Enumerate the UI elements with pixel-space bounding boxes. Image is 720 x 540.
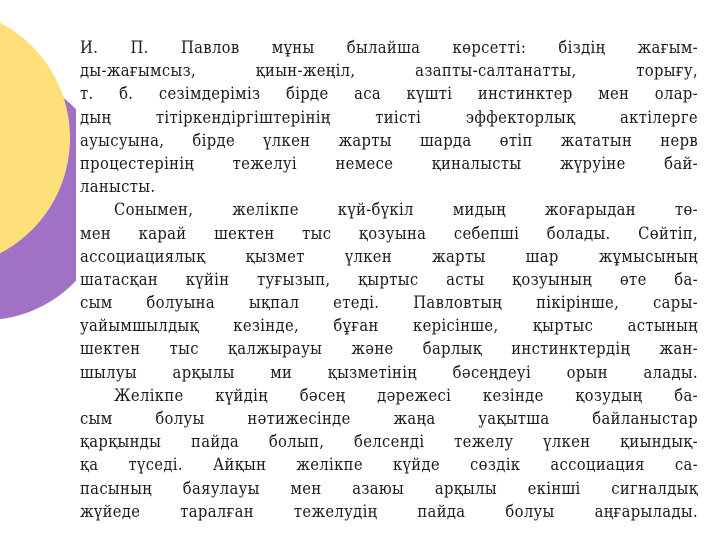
text-line: қа түседі. Айқын желікпе күйде сөздік ассоциация са- <box>80 455 698 475</box>
document-text <box>80 36 698 523</box>
text-line: мен карай шектен тыс қозуына себепші болады. Сөйтіп, <box>80 223 698 243</box>
text-line: пасының баяулауы мен азаюы арқылы екінші сигналдық <box>80 478 698 498</box>
text-line: уайымшылдық кезінде, бұған керісінше, қыртыс астының <box>80 316 698 336</box>
text-line: ланысты. <box>80 177 156 197</box>
text-line: жүйеде таралған тежелудің пайда болуы аңғарылады. <box>80 501 698 521</box>
text-line: қарқынды пайда болып, белсенді тежелу үлкен қиындық- <box>80 432 698 452</box>
text-line: дың тітіркендіргіштерінің тиісті эффекторлық актілерге <box>80 107 698 127</box>
paragraph-start-line: Сонымен, желікпе күй-бүкіл мидың жоғарыдан тө- <box>114 200 698 220</box>
text-line: шылуы арқылы ми қызметінің бәсеңдеуі орын алады. <box>80 362 698 382</box>
text-line: шатасқан күйін туғызып, қыртыс асты қозуының өте ба- <box>80 269 698 289</box>
text-line: шектен тыс қалжырауы және барлық инстинктердің жан- <box>80 339 698 359</box>
text-line: ды-жағымсыз, қиын-жеңіл, азапты-салтанатты, торығу, <box>80 61 698 81</box>
paragraph-start-line: Желікпе күйдің бәсең дәрежесі кезінде қозудың ба- <box>114 385 698 405</box>
text-line: ауысуына, бірде үлкен жарты шарда өтіп жататын нерв <box>80 130 698 150</box>
scanned-text-page <box>76 26 702 521</box>
text-line: сым болуына ықпал етеді. Павловтың пікірінше, сары- <box>80 293 698 313</box>
text-line: процестерінің тежелуі немесе қиналысты жүруіне бай- <box>80 153 698 173</box>
text-line: ассоциациялық қызмет үлкен жарты шар жұмысының <box>80 246 698 266</box>
text-line: сым болуы нәтижесінде жаңа уақытша байланыстар <box>80 409 698 428</box>
text-line: т. б. сезімдеріміз бірде аса күшті инстинктер мен олар- <box>80 84 698 104</box>
text-line: И. П. Павлов мұны былайша көрсетті: біздің жағым- <box>80 38 698 57</box>
